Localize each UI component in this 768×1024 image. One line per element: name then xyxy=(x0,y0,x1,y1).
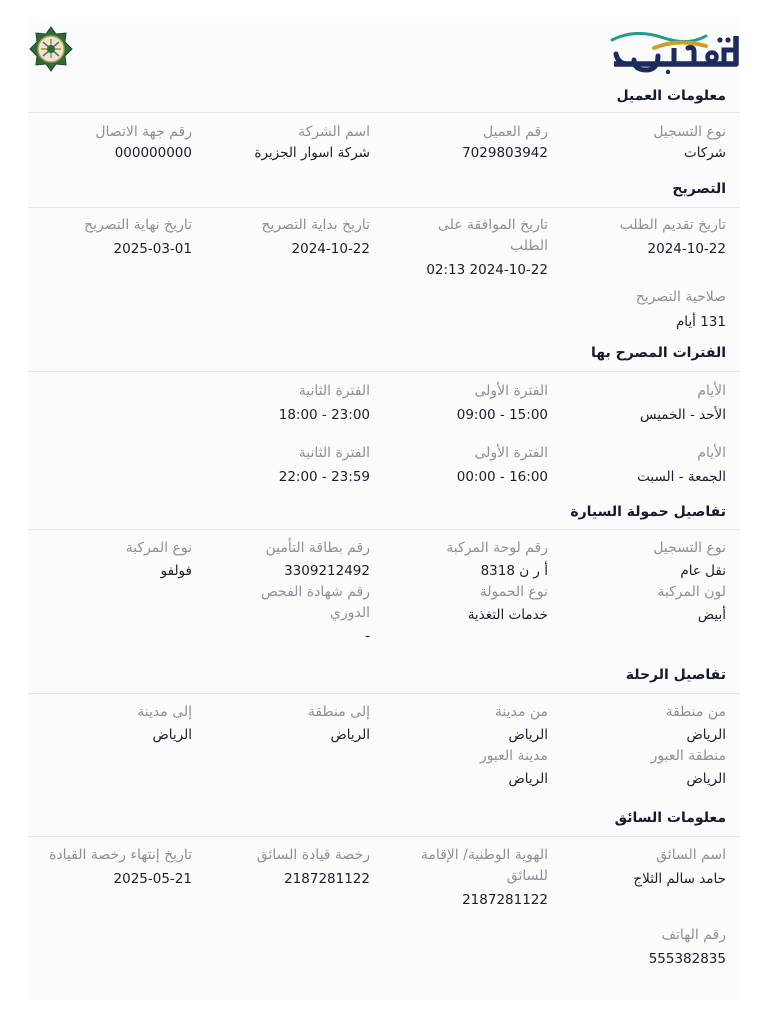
driver-phone-field: رقم الهاتف 555382835 xyxy=(648,927,726,967)
section-title: التصريح xyxy=(672,181,726,197)
insurance-card-field: رقم بطاقة التأمين 3309212492 رقم شهادة الفحص الدوري - xyxy=(260,540,370,644)
request-date-field: تاريخ تقديم الطلب 2024-10-22 xyxy=(619,217,726,257)
plate-number-field: رقم لوحة المركبة أ ر ن 8318 نوع الحمولة خدمات التغذية xyxy=(446,540,548,623)
section-title: تفاصيل الرحلة xyxy=(625,667,726,683)
first-period-field: الفترة الأولى 09:00 - 15:00 xyxy=(456,383,548,423)
client-number-field: رقم العميل 7029803942 xyxy=(462,124,548,161)
tasareeh-logo xyxy=(608,26,740,74)
approval-date-field: تاريخ الموافقة على الطلب 2024-10-22 02:13 xyxy=(426,217,548,278)
to-city-field: إلى مدينة الرياض xyxy=(137,704,192,743)
section-divider xyxy=(28,112,740,113)
registration-type-field: نوع التسجيل شركات xyxy=(653,124,726,161)
from-region-field: من منطقة الرياض منطقة العبور الرياض xyxy=(650,704,726,787)
permit-end-date-field: تاريخ نهاية التصريح 2025-03-01 xyxy=(84,217,192,257)
section-divider xyxy=(28,371,740,372)
driver-name-field: اسم السائق حامد سالم الثلاج xyxy=(633,847,726,887)
vehicle-type-field: نوع المركبة فولفو xyxy=(125,540,192,579)
section-title: معلومات العميل xyxy=(616,88,726,104)
driver-license-field: رخصة قيادة السائق 2187281122 xyxy=(256,847,370,887)
permit-validity-field: صلاحية التصريح 131 أيام xyxy=(635,289,726,330)
section-divider xyxy=(28,207,740,208)
to-region-field: إلى منطقة الرياض xyxy=(307,704,370,743)
document-header xyxy=(28,22,740,86)
first-period-field: الفترة الأولى 00:00 - 16:00 xyxy=(456,445,548,485)
section-title: الفترات المصرح بها xyxy=(591,345,726,361)
license-expiry-field: تاريخ إنتهاء رخصة القيادة 2025-05-21 xyxy=(49,847,192,887)
contact-number-field: رقم جهة الاتصال 000000000 xyxy=(95,124,192,161)
driver-national-id-field: الهوية الوطنية/ الإقامة للسائق 2187281122 xyxy=(420,847,548,908)
section-divider xyxy=(28,693,740,694)
public-security-emblem-icon xyxy=(26,24,76,74)
second-period-field: الفترة الثانية 18:00 - 23:00 xyxy=(278,383,370,423)
from-city-field: من مدينة الرياض مدينة العبور الرياض xyxy=(479,704,548,787)
period-days-field: الأيام الأحد - الخميس xyxy=(639,383,726,423)
section-title: تفاصيل حمولة السيارة xyxy=(570,504,726,520)
section-divider xyxy=(28,836,740,837)
section-divider xyxy=(28,529,740,530)
permit-document xyxy=(28,22,740,1000)
company-name-field: اسم الشركة شركة اسوار الجزيرة xyxy=(254,124,370,161)
permit-start-date-field: تاريخ بداية التصريح 2024-10-22 xyxy=(261,217,370,257)
second-period-field: الفترة الثانية 22:00 - 23:59 xyxy=(278,445,370,485)
section-title: معلومات السائق xyxy=(614,810,726,826)
vehicle-registration-type-field: نوع التسجيل نقل عام لون المركبة أبيض xyxy=(653,540,726,623)
period-days-field: الأيام الجمعة - السبت xyxy=(637,445,726,485)
